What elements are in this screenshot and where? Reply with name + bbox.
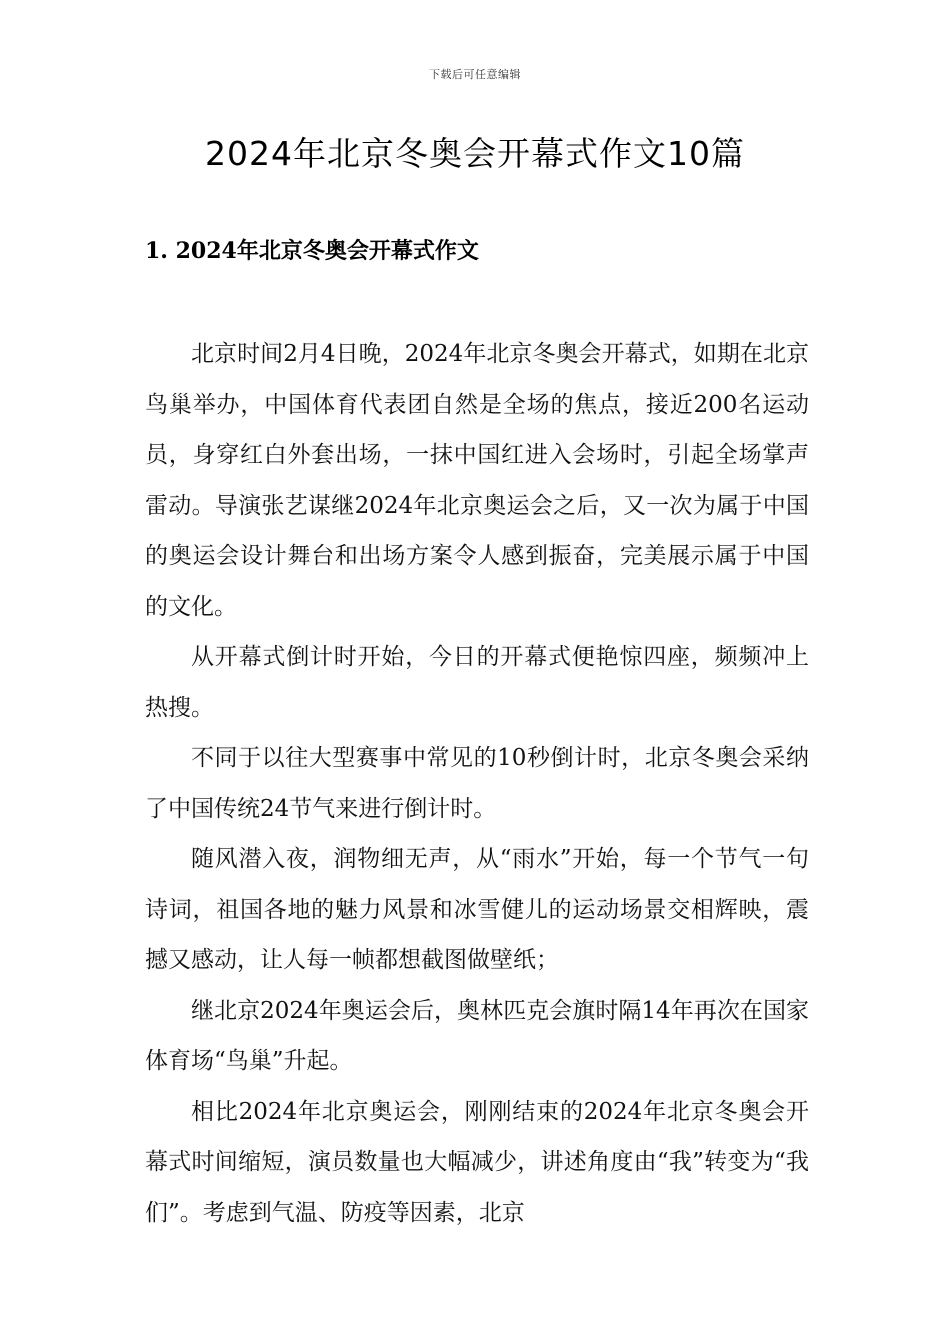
paragraph-2: 从开幕式倒计时开始，今日的开幕式便艳惊四座，频频冲上热搜。: [145, 644, 809, 721]
paragraph-4: 随风潜入夜，润物细无声，从“雨水”开始，每一个节气一句诗词，祖国各地的魅力风景和冰雪健儿的运动场景交相辉映，震撼又感动，让人每一帧都想截图做壁纸；: [145, 846, 809, 973]
article-body: [145, 329, 809, 1238]
section-heading: 1. 2024年北京冬奥会开幕式作文: [145, 238, 479, 264]
paragraph-6: 相比2024年北京奥运会，刚刚结束的2024年北京冬奥会开幕式时间缩短，演员数量也大幅减少，讲述角度由“我”转变为“我们”。考虑到气温、防疫等因素，北京: [145, 1098, 809, 1226]
paragraph-5: 继北京2024年奥运会后，奥林匹克会旗时隔14年再次在国家体育场“鸟巢”升起。: [145, 997, 809, 1074]
document-title: 2024年北京冬奥会开幕式作文10篇: [205, 134, 745, 173]
header-note: 下载后可任意编辑: [429, 68, 521, 81]
paragraph-3: 不同于以往大型赛事中常见的10秒倒计时，北京冬奥会采纳了中国传统24节气来进行倒计时。: [145, 745, 809, 822]
paragraph-1: 北京时间2月4日晚，2024年北京冬奥会开幕式，如期在北京鸟巢举办，中国体育代表团自然是全场的焦点，接近200名运动员，身穿红白外套出场，一抹中国红进入会场时，引起全场掌声雷动。导演张艺谋继2024年北京奥运会之后，又一次为属于中国的奥运会设计舞台和出场方案令人感到振奋，完美展示属于中国的文化。: [145, 341, 809, 620]
